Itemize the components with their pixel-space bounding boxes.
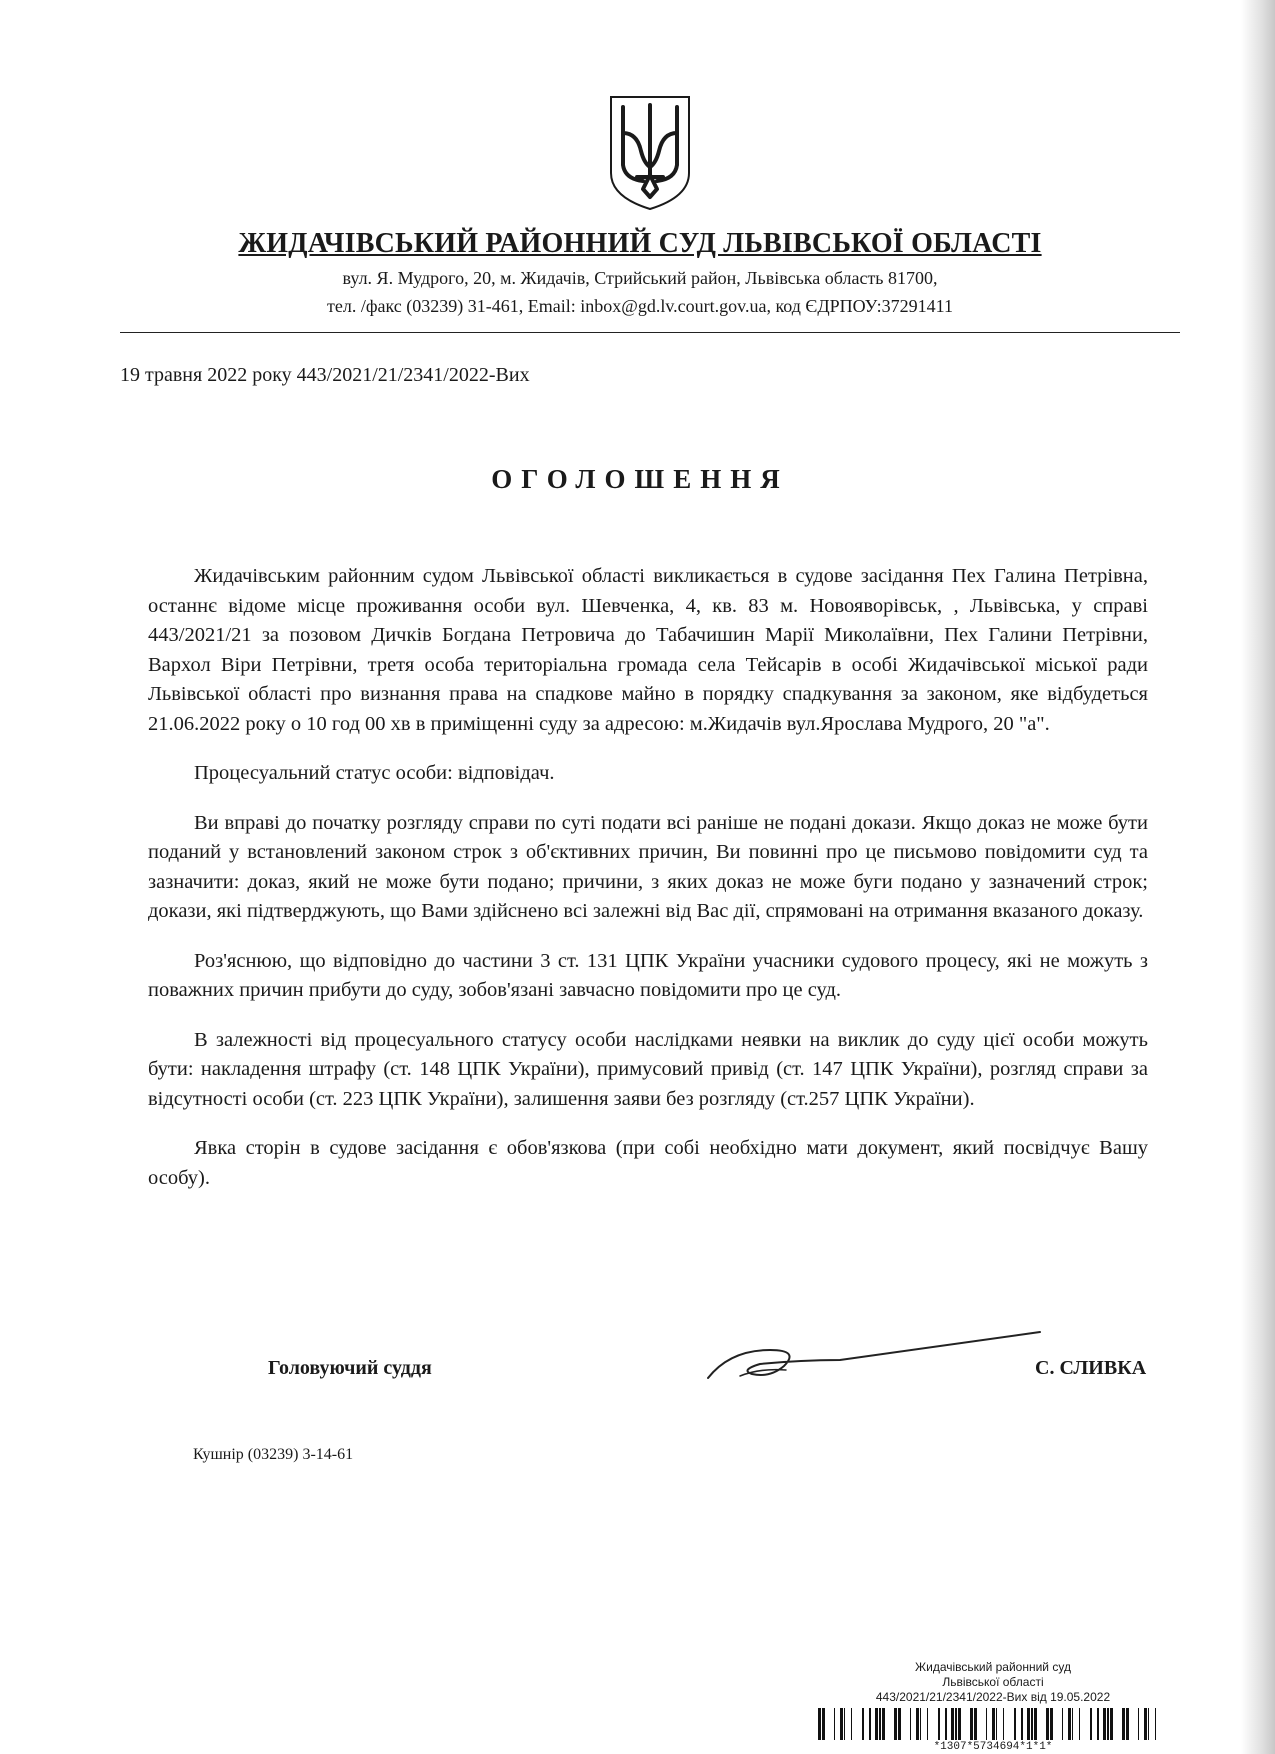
- barcode-bar: [879, 1708, 881, 1740]
- barcode-bar: [1097, 1708, 1099, 1740]
- paragraph-summons: Жидачівським районним судом Львівської області викликається в судове засідання Пех Галина Петрівна, останнє відоме місце проживання особи вул. Шевченка, 4, кв. 83 м. Новояворівськ, , Львівська, у справі 443/2021/21 за позовом Дичків Богдана Петровича до Табачишин Марії Миколаївни, Пех Галини Петрівни, Вархол Віри Петрівни, третя особа територіальна громада села Тейсарів в особі Жидачівської міської ради Львівської області про визнання права на спадкове майно в порядку спадкування за законом, яке відбудеться 21.06.2022 року о 10 год 00 хв в приміщенні суду за адресою: м.Жидачів вул.Ярослава Мудрого, 20 "а".: [148, 565, 1148, 735]
- barcode-bar: [1068, 1708, 1071, 1740]
- barcode-bar: [1062, 1708, 1063, 1740]
- barcode-bar: [938, 1708, 940, 1740]
- stamp-reference-line: 443/2021/21/2341/2022-Вих від 19.05.2022: [875, 1690, 1111, 1704]
- barcode-bar: [1090, 1708, 1092, 1740]
- paragraph-procedural-status: Процесуальний статус особи: відповідач.: [194, 762, 555, 784]
- barcode-bar: [970, 1708, 973, 1740]
- barcode-bar: [1021, 1708, 1023, 1740]
- barcode-bar: [822, 1708, 825, 1740]
- barcode-bar: [862, 1708, 864, 1740]
- stamp-region-line: Львівської області: [942, 1675, 1044, 1689]
- barcode-bar: [1126, 1708, 1129, 1740]
- paragraph-attendance: Явка сторін в судове засідання є обов'язкова (при собі необхідно мати документ, який посвідчує Вашу особу).: [148, 1137, 1148, 1189]
- barcode-bar: [945, 1708, 947, 1740]
- barcode-bar: [844, 1708, 845, 1740]
- barcode-bar: [875, 1708, 878, 1740]
- barcode-bar: [920, 1708, 921, 1740]
- barcode-bar: [992, 1708, 995, 1740]
- judge-name: С. СЛИВКА: [1035, 1357, 1147, 1379]
- barcode-bar: [840, 1708, 843, 1740]
- barcode-bar: [818, 1708, 821, 1740]
- barcode-bar: [1122, 1708, 1125, 1740]
- stamp-court-line: Жидачівський районний суд: [915, 1660, 1071, 1674]
- barcode-bar: [898, 1708, 901, 1740]
- barcode-bar: [986, 1708, 987, 1740]
- barcode-bar: [958, 1708, 961, 1740]
- header-divider: [120, 332, 1180, 333]
- barcode-bar: [834, 1708, 835, 1740]
- barcode-bar: [955, 1708, 957, 1740]
- barcode-bar: [1027, 1708, 1030, 1740]
- barcode-bar: [1155, 1708, 1156, 1740]
- barcode-bar: [974, 1708, 977, 1740]
- document-title: ОГОЛОШЕННЯ: [491, 464, 789, 494]
- barcode-bar: [1034, 1708, 1037, 1740]
- barcode-bar: [1072, 1708, 1073, 1740]
- barcode: [818, 1708, 1168, 1740]
- barcode-bar: [1003, 1708, 1004, 1740]
- barcode-bar: [882, 1708, 885, 1740]
- barcode-bar: [1107, 1708, 1109, 1740]
- court-address-line: вул. Я. Мудрого, 20, м. Жидачів, Стрийський район, Львівська область 81700,: [342, 268, 938, 288]
- registration-stamp: [818, 1660, 1168, 1705]
- barcode-bar: [1046, 1708, 1049, 1740]
- outgoing-reference: 19 травня 2022 року 443/2021/21/2341/2022-Вих: [120, 364, 530, 386]
- barcode-bar: [951, 1708, 954, 1740]
- barcode-bar: [996, 1708, 997, 1740]
- judge-role: Головуючий суддя: [268, 1357, 432, 1379]
- barcode-bar: [1031, 1708, 1033, 1740]
- barcode-bar: [851, 1708, 852, 1740]
- handwritten-signature: [700, 1320, 1060, 1390]
- barcode-bar: [1110, 1708, 1113, 1740]
- paragraph-notice-duty: Роз'яснюю, що відповідно до частини 3 ст. 131 ЦПК України учасники судового процесу, які не можуть з поважних причин прибути до суду, зобов'язані завчасно повідомити про це суд.: [148, 949, 1148, 1001]
- barcode-bar: [910, 1708, 911, 1740]
- barcode-bar: [916, 1708, 919, 1740]
- barcode-bar: [1148, 1708, 1149, 1740]
- barcode-bar: [1144, 1708, 1147, 1740]
- scan-edge-shadow: [1241, 0, 1275, 1754]
- barcode-bar: [927, 1708, 928, 1740]
- trident-coat-of-arms-icon: [607, 93, 693, 213]
- barcode-bar: [1138, 1708, 1139, 1740]
- barcode-bar: [1079, 1708, 1080, 1740]
- paragraph-evidence: Ви вправі до початку розгляду справи по суті подати всі раніше не подані докази. Якщо доказ не може бути поданий у встановлений законом строк з об'єктивних причин, Ви повинні про це письмово повідомити суд та зазначити: доказ, який не може бути подано; причини, з яких доказ не може буги подано у зазначений строк; докази, які підтверджують, що Вами здійснено всі залежні від Вас дії, спрямовані на отримання вказаного доказу.: [148, 811, 1148, 922]
- court-name: ЖИДАЧІВСЬКИЙ РАЙОННИЙ СУД ЛЬВІВСЬКОЇ ОБЛАСТІ: [238, 228, 1042, 259]
- barcode-bar: [869, 1708, 871, 1740]
- court-contact-line: тел. /факс (03239) 31-461, Email: inbox@gd.lv.court.gov.ua, код ЄДРПОУ:37291411: [327, 296, 953, 316]
- barcode-bar: [1103, 1708, 1106, 1740]
- barcode-bar: [1050, 1708, 1053, 1740]
- court-address: [120, 264, 1160, 320]
- barcode-bar: [1014, 1708, 1016, 1740]
- paragraph-consequences: В залежності від процесуального статусу особи наслідками неявки на виклик до суду цієї особи можуть бути: накладення штрафу (ст. 148 ЦПК України), примусовий привід (ст. 147 ЦПК України), розгляд справи за відсутності особи (ст. 223 ЦПК України), залишення заяви без розгляду (ст.257 ЦПК України).: [148, 1028, 1148, 1110]
- executor-contact: Кушнір (03239) 3-14-61: [193, 1446, 354, 1463]
- barcode-number: *1307*5734694*1*1*: [933, 1741, 1053, 1753]
- barcode-bar: [894, 1708, 897, 1740]
- announcement-body: [148, 562, 1148, 1213]
